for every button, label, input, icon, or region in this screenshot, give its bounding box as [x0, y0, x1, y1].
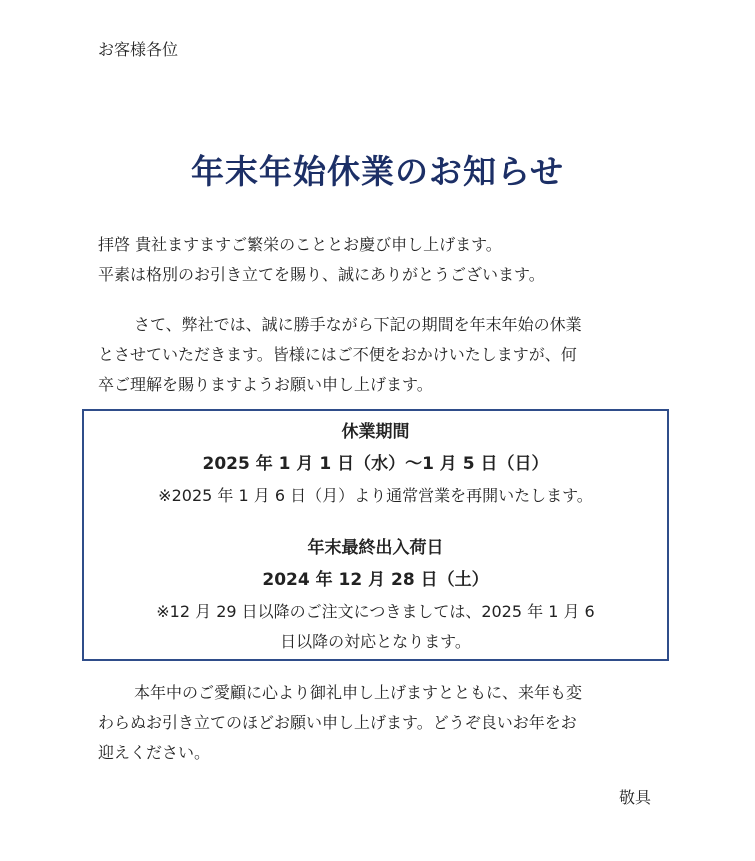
page-title: 年末年始休業のお知らせ	[190, 152, 564, 191]
closing-paragraph	[98, 678, 658, 768]
shipping-note-line-1: ※12 月 29 日以降のご注文につきましては、2025 年 1 月 6	[156, 602, 595, 621]
shipping-heading: 年末最終出入荷日	[307, 538, 444, 558]
closing-line-3: 迎えください。	[98, 743, 211, 762]
addressee: お客様各位	[98, 40, 179, 59]
intro-line-1: さて、弊社では、誠に勝手ながら下記の期間を年末年始の休業	[134, 315, 582, 334]
holiday-period: 2025 年 1 月 1 日（水）〜1 月 5 日（日）	[202, 454, 549, 474]
resume-note: ※2025 年 1 月 6 日（月）より通常営業を再開いたします。	[158, 486, 593, 505]
closing-line-1: 本年中のご愛顧に心より御礼申し上げますとともに、来年も変	[134, 683, 583, 702]
closing-line-2: わらぬお引き立てのほどお願い申し上げます。どうぞ良いお年をお	[98, 713, 577, 732]
shipping-date: 2024 年 12 月 28 日（土）	[262, 570, 489, 590]
intro-line-3: 卒ご理解を賜りますようお願い申し上げます。	[98, 375, 433, 394]
intro-paragraph	[98, 310, 658, 400]
sign-off: 敬具	[618, 788, 651, 807]
intro-line-2: とさせていただきます。皆様にはご不便をおかけいたしますが、何	[98, 345, 577, 364]
greeting-line-1: 拝啓 貴社ますますご繁栄のこととお慶び申し上げます。	[98, 235, 502, 254]
shipping-note-line-2: 日以降の対応となります。	[280, 632, 471, 651]
holiday-heading: 休業期間	[341, 422, 410, 442]
greeting-line-2: 平素は格別のお引き立てを賜り、誠にありがとうございます。	[98, 265, 545, 284]
greeting-paragraph	[98, 230, 658, 290]
notice-box	[82, 409, 669, 661]
